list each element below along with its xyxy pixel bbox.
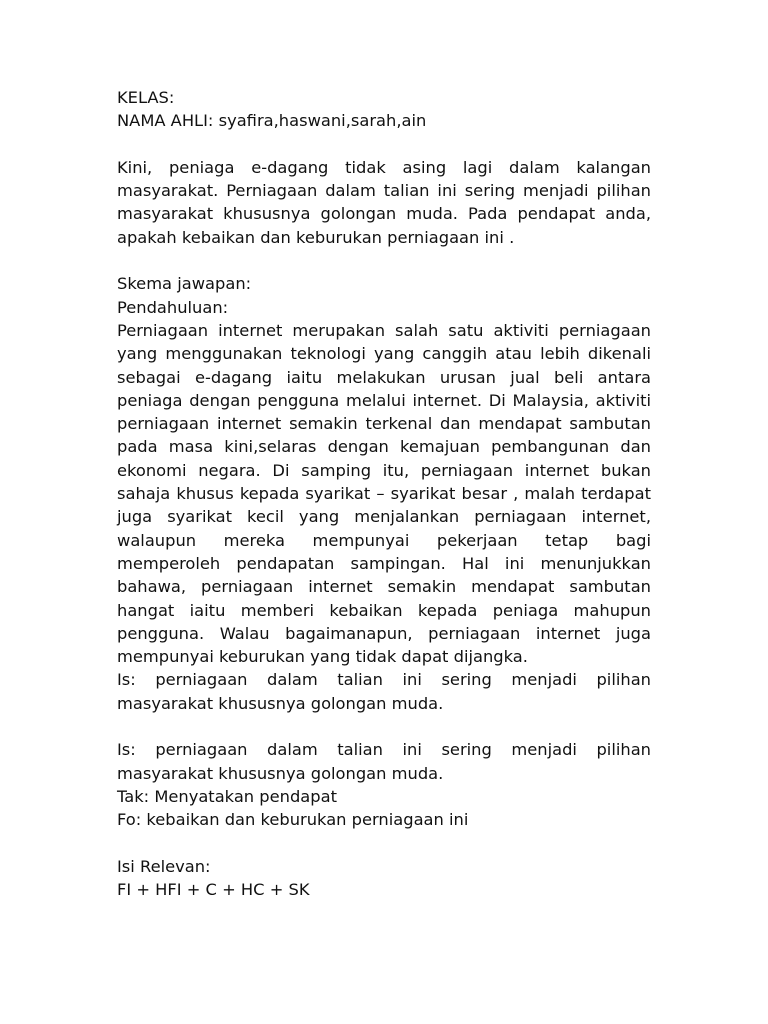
spacer [117,249,651,272]
paragraph-line: walaupun mereka mempunyai pekerjaan tetap bagi [117,530,651,550]
pendahuluan-paragraph [117,319,651,668]
fo-line: Fo: kebaikan dan keburukan perniagaan ini [117,810,469,830]
paragraph-line: pengguna. Walau bagaimanapun, perniagaan internet juga [117,623,651,643]
spacer [117,832,651,855]
question-line: masyarakat. Perniagaan dalam talian ini sering menjadi pilihan [117,181,651,201]
paragraph-line: yang menggunakan teknologi yang canggih atau lebih dikenali [117,344,651,364]
is-line: Is: perniagaan dalam talian ini sering menjadi pilihan [117,740,651,760]
skema-title: Skema jawapan: [117,274,252,294]
pendahuluan-heading: Pendahuluan: [117,297,229,317]
question-line: Kini, peniaga e-dagang tidak asing lagi dalam kalangan [117,157,651,177]
is-statement-2 [117,738,651,785]
paragraph-line: memperoleh pendapatan sampingan. Hal ini menunjukkan [117,553,651,573]
is-line: masyarakat khususnya golongan muda. [117,693,444,713]
is-statement-1 [117,668,651,715]
is-line: Is: perniagaan dalam talian ini sering menjadi pilihan [117,670,651,690]
question-paragraph [117,156,651,249]
paragraph-line: Perniagaan internet merupakan salah satu aktiviti perniagaan [117,320,651,340]
spacer [117,715,651,738]
question-line: apakah kebaikan dan keburukan perniagaan ini . [117,227,515,247]
isi-relevan-formula: FI + HFI + C + HC + SK [117,880,310,900]
paragraph-line: bahawa, perniagaan internet semakin mendapat sambutan [117,577,651,597]
paragraph-line: perniagaan internet semakin terkenal dan mendapat sambutan [117,414,651,434]
paragraph-line: peniaga dengan pengguna melalui internet. Di Malaysia, aktiviti [117,390,651,410]
paragraph-line: juga syarikat kecil yang menjalankan perniagaan internet, [117,507,651,527]
paragraph-line: hangat iaitu memberi kebaikan kepada peniaga mahupun [117,600,651,620]
question-line: masyarakat khususnya golongan muda. Pada pendapat anda, [117,204,651,224]
paragraph-line: mempunyai keburukan yang tidak dapat dijangka. [117,647,528,667]
isi-relevan-heading: Isi Relevan: [117,856,211,876]
paragraph-line: ekonomi negara. Di samping itu, perniagaan internet bukan [117,460,651,480]
paragraph-line: sebagai e-dagang iaitu melakukan urusan jual beli antara [117,367,651,387]
nama-ahli-line: NAMA AHLI: syafira,haswani,sarah,ain [117,111,427,131]
kelas-label: KELAS: [117,88,175,107]
paragraph-line: pada masa kini,selaras dengan kemajuan pembangunan dan [117,437,651,457]
paragraph-line: sahaja khusus kepada syarikat – syarikat besar , malah terdapat [117,484,651,504]
is-line: masyarakat khususnya golongan muda. [117,763,444,783]
document-page [117,86,651,901]
spacer [117,133,651,156]
tak-line: Tak: Menyatakan pendapat [117,786,337,806]
